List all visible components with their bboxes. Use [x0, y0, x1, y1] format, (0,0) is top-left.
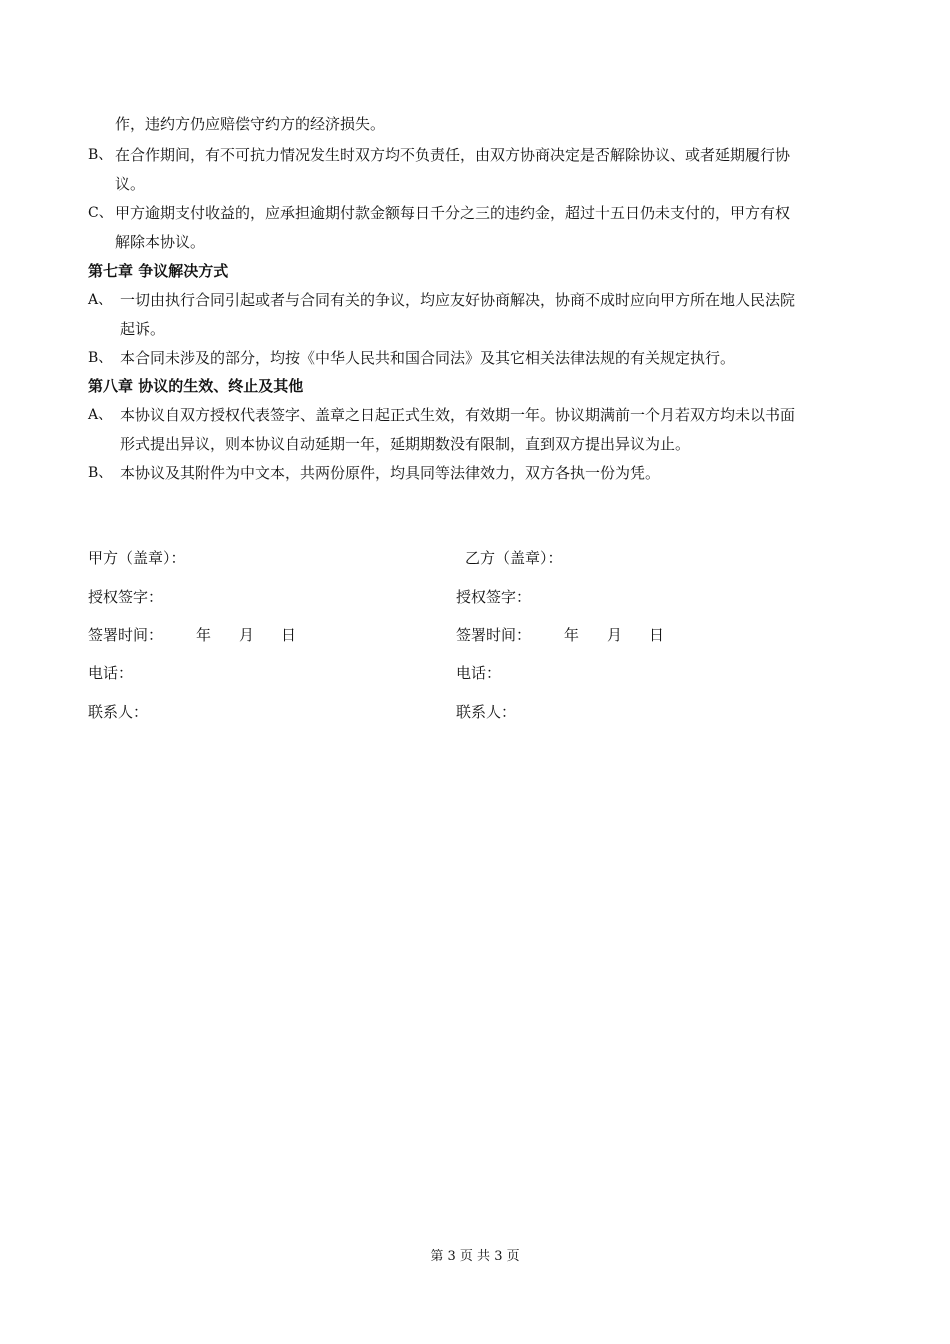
party-a-contact-label: 联系人：	[88, 703, 149, 721]
clause-text: 议。	[115, 175, 146, 193]
party-a-auth-label: 授权签字：	[88, 588, 164, 606]
party-a-phone-label: 电话：	[88, 664, 134, 682]
clause-text: 形式提出异议，则本协议自动延期一年，延期期数没有限制，直到双方提出异议为止。	[120, 435, 691, 453]
party-b-seal-label: 乙方（盖章）：	[465, 549, 563, 567]
party-a-month-label: 月	[239, 626, 255, 644]
party-a-date-label: 签署时间：	[88, 626, 164, 644]
party-b-phone-label: 电话：	[456, 664, 502, 682]
party-a-year-label: 年	[196, 626, 212, 644]
party-b-contact-label: 联系人：	[456, 703, 517, 721]
page-number-footer: 第 3 页 共 3 页	[430, 1249, 520, 1264]
clause-marker: B、	[88, 147, 113, 163]
clause-text: 起诉。	[120, 320, 166, 338]
party-b-date-label: 签署时间：	[456, 626, 532, 644]
clause-text: 本协议及其附件为中文本，共两份原件，均具同等法律效力，双方各执一份为凭。	[120, 464, 661, 482]
chapter-heading: 第八章 协议的生效、终止及其他	[88, 377, 304, 395]
clause-marker: B、	[88, 350, 113, 366]
chapter-heading: 第七章 争议解决方式	[88, 262, 229, 280]
clause-marker: B、	[88, 465, 113, 481]
clause-marker: C、	[88, 205, 113, 221]
party-b-year-label: 年	[564, 626, 580, 644]
party-b-day-label: 日	[649, 626, 665, 644]
clause-marker: A、	[88, 292, 113, 308]
party-a-seal-label: 甲方（盖章）：	[88, 549, 186, 567]
party-b-month-label: 月	[607, 626, 623, 644]
party-b-auth-label: 授权签字：	[456, 588, 532, 606]
clause-text: 在合作期间，有不可抗力情况发生时双方均不负责任，由双方协商决定是否解除协议、或者延期履行协	[115, 146, 791, 164]
clause-text: 本协议自双方授权代表签字、盖章之日起正式生效，有效期一年。协议期满前一个月若双方均未以书面	[120, 406, 796, 424]
clause-text: 一切由执行合同引起或者与合同有关的争议，均应友好协商解决，协商不成时应向甲方所在地人民法院	[120, 291, 796, 309]
clause-text: 作，违约方仍应赔偿守约方的经济损失。	[115, 115, 386, 133]
clause-marker: A、	[88, 407, 113, 423]
party-a-day-label: 日	[281, 626, 297, 644]
clause-text: 解除本协议。	[115, 233, 206, 251]
clause-text: 甲方逾期支付收益的，应承担逾期付款金额每日千分之三的违约金，超过十五日仍未支付的，甲方有权	[115, 204, 791, 222]
clause-text: 本合同未涉及的部分，均按《中华人民共和国合同法》及其它相关法律法规的有关规定执行。	[120, 349, 736, 367]
